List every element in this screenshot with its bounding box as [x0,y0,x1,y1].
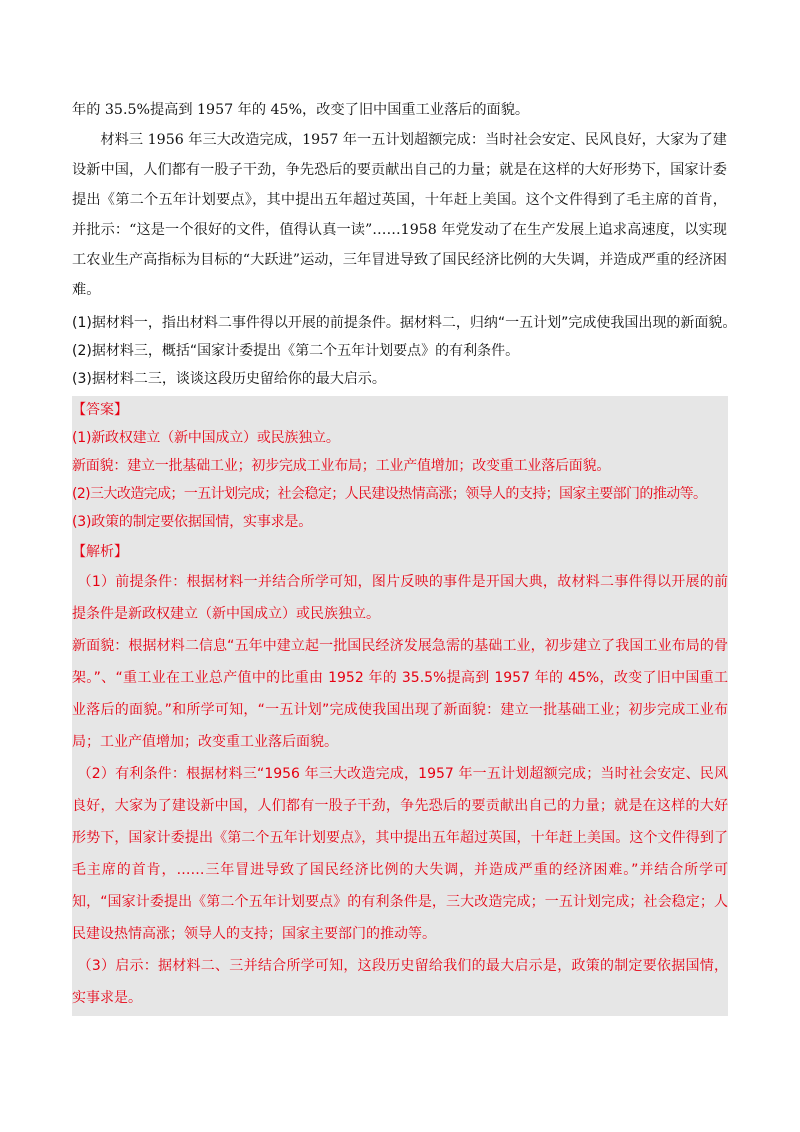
answer-line-2: 新面貌：建立一批基础工业；初步完成工业布局；工业产值增加；改变重工业落后面貌。 [72,458,611,474]
material-text [72,95,727,305]
analysis-paragraph-4: （3）启示：据材料二、三并结合所学可知，这段历史留给我们的最大启示是，政策的制定要依据国情，实事求是。 [72,958,728,1006]
material-three-paragraph: 材料三 1956 年三大改造完成，1957 年一五计划超额完成：当时社会安定、民风良好，大家为了建设新中国，人们都有一股子干劲，争先恐后的要贡献出自己的力量；就是在这样的大好形势下，国家计委提出《第二个五年计划要点》，其中提出五年超过英国，十年赶上美国。这个文件得到了毛主席的首肯，并批示：“这是一个很好的文件，值得认真一读”……1958 年党发动了在生产发展上追求高速度，以实现工农业生产高指标为目标的“大跃进”运动，三年冒进导致了国民经济比例的大失调，并造成严重的经济困难。 [72,132,727,298]
question-3: (3)据材料二三，谈谈这段历史留给你的最大启示。 [72,371,386,387]
answer-section [72,396,728,1014]
analysis-paragraph-3: （2）有利条件：根据材料三“1956 年三大改造完成，1957 年一五计划超额完成；当时社会安定、民风良好，大家为了建设新中国，人们都有一股子干劲，争先恐后的要贡献出自己的力量；就是在这样的大好形势下，国家计委提出《第二个五年计划要点》，其中提出五年超过英国，十年赶上美国。这个文件得到了毛主席的首肯，……三年冒进导致了国民经济比例的大失调，并造成严重的经济困难。”并结合所学可知，“国家计委提出《第二个五年计划要点》的有利条件是，三大改造完成；一五计划完成；社会稳定；人民建设热情高涨；领导人的支持；国家主要部门的推动等。 [72,766,728,942]
answer-line-1: (1)新政权建立（新中国成立）或民族独立。 [72,430,340,446]
question-1: (1)据材料一，指出材料二事件得以开展的前提条件。据材料二，归纳“一五计划”完成使我国出现的新面貌。 [72,315,737,331]
analysis-paragraph-1: （1）前提条件：根据材料一并结合所学可知，图片反映的事件是开国大典，故材料二事件得以开展的前提条件是新政权建立（新中国成立）或民族独立。 [72,574,728,622]
question-list [72,309,737,393]
answer-heading: 【答案】 [72,402,128,418]
analysis-heading: 【解析】 [72,544,128,560]
answer-line-3: (2)三大改造完成；一五计划完成；社会稳定；人民建设热情高涨；领导人的支持；国家主要部门的推动等。 [72,486,707,502]
question-2: (2)据材料三，概括“国家计委提出《第二个五年计划要点》的有利条件。 [72,343,520,359]
answer-line-4: (3)政策的制定要依据国情，实事求是。 [72,514,313,530]
material-line-continued: 年的 35.5%提高到 1957 年的 45%，改变了旧中国重工业落后的面貌。 [72,102,530,118]
analysis-paragraph-2: 新面貌：根据材料二信息“五年中建立起一批国民经济发展急需的基础工业，初步建立了我国工业布局的骨架。”、“重工业在工业总产值中的比重由 1952 年的 35.5%提高到 1957 年的 45%，改变了旧中国重工业落后的面貌。”和所学可知，“一五计划”完成使我国出现了新面貌：建立一批基础工业；初步完成工业布局；工业产值增加；改变重工业落后面貌。 [72,638,728,750]
